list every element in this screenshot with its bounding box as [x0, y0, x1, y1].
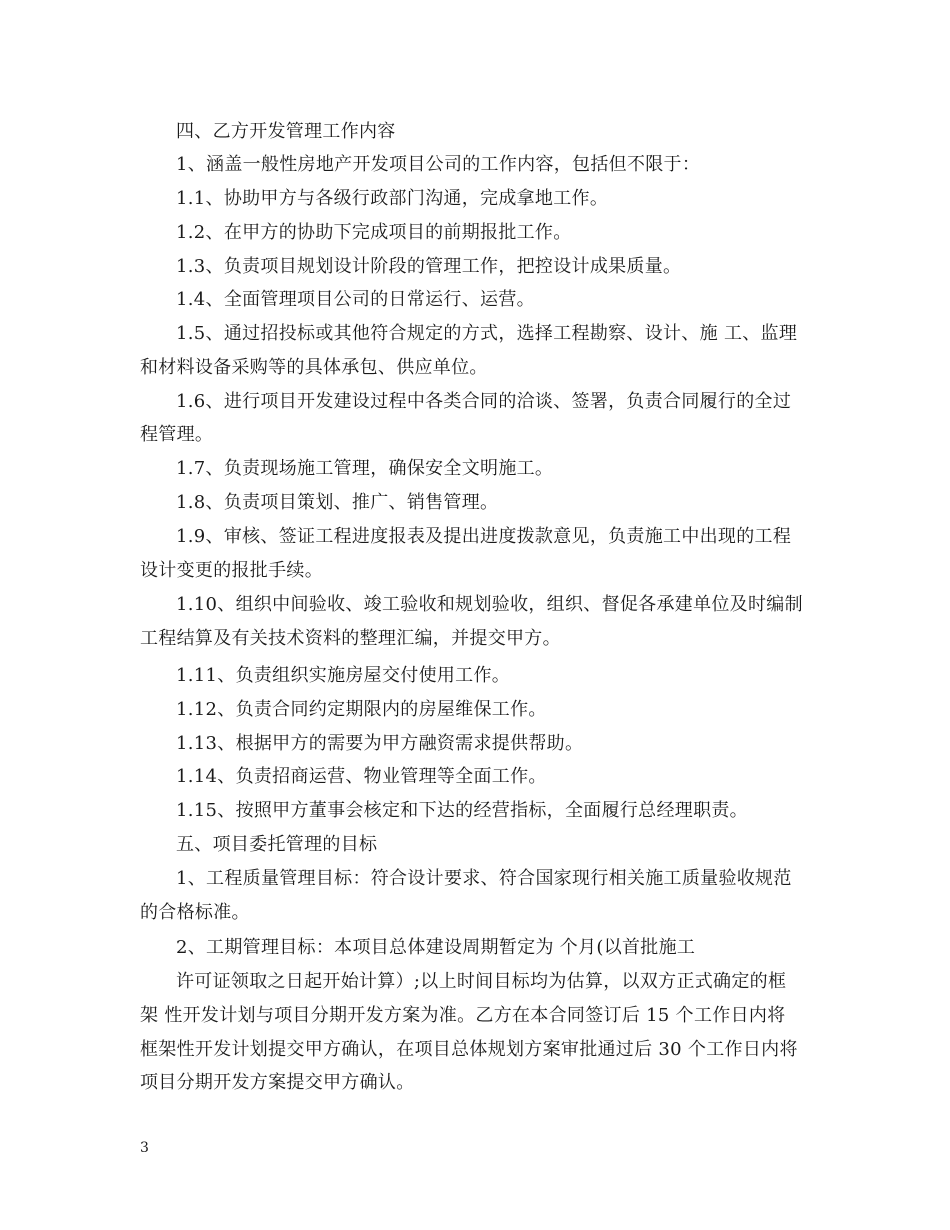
- paragraph-line: 1、工程质量管理目标：符合设计要求、符合国家现行相关施工质量验收规范: [176, 868, 792, 889]
- paragraph-line: 框架性开发计划提交甲方确认，在项目总体规划方案审批通过后 30 个工作日内将: [140, 1039, 798, 1060]
- section-heading: 五、项目委托管理的目标: [176, 834, 378, 855]
- paragraph-line: 程管理。: [140, 424, 214, 445]
- paragraph-line: 1.6、进行项目开发建设过程中各类合同的洽谈、签署，负责合同履行的全过: [176, 391, 792, 412]
- paragraph-line: 1.8、负责项目策划、推广、销售管理。: [176, 492, 499, 513]
- paragraph-line: 1.4、全面管理项目公司的日常运行、运营。: [176, 289, 535, 310]
- paragraph-line: 1.9、审核、签证工程进度报表及提出进度拨款意见，负责施工中出现的工程: [176, 526, 792, 547]
- paragraph-line: 1.14、负责招商运营、物业管理等全面工作。: [176, 766, 547, 787]
- section-heading: 四、乙方开发管理工作内容: [176, 121, 396, 142]
- paragraph-line: 1、涵盖一般性房地产开发项目公司的工作内容，包括但不限于：: [176, 154, 701, 175]
- paragraph-line: 1.5、通过招投标或其他符合规定的方式，选择工程勘察、设计、施 工、监理: [176, 323, 798, 344]
- paragraph-line: 1.1、协助甲方与各级行政部门沟通，完成拿地工作。: [176, 188, 609, 209]
- paragraph-line: 许可证领取之日起开始计算）;以上时间目标均为估算，以双方正式确定的框: [176, 971, 787, 992]
- paragraph-line: 1.11、负责组织实施房屋交付使用工作。: [176, 665, 511, 686]
- paragraph-line: 1.15、按照甲方董事会核定和下达的经营指标，全面履行总经理职责。: [176, 800, 748, 821]
- paragraph-line: 工程结算及有关技术资料的整理汇编，并提交甲方。: [140, 628, 561, 649]
- paragraph-line: 和材料设备采购等的具体承包、供应单位。: [140, 357, 488, 378]
- paragraph-line: 1.10、组织中间验收、竣工验收和规划验收，组织、督促各承建单位及时编制: [176, 594, 803, 615]
- page-number: 3: [140, 1140, 149, 1156]
- paragraph-line: 架 性开发计划与项目分期开发方案为准。乙方在本合同签订后 15 个工作日内将: [140, 1005, 786, 1026]
- paragraph-line: 项目分期开发方案提交甲方确认。: [140, 1072, 415, 1093]
- paragraph-line: 1.2、在甲方的协助下完成项目的前期报批工作。: [176, 222, 572, 243]
- paragraph-line: 1.7、负责现场施工管理，确保安全文明施工。: [176, 458, 554, 479]
- paragraph-line: 2、工期管理目标：本项目总体建设周期暂定为 个月(以首批施工: [176, 937, 696, 958]
- paragraph-line: 1.12、负责合同约定期限内的房屋维保工作。: [176, 699, 547, 720]
- paragraph-line: 设计变更的报批手续。: [140, 560, 323, 581]
- paragraph-line: 1.3、负责项目规划设计阶段的管理工作，把控设计成果质量。: [176, 256, 682, 277]
- paragraph-line: 的合格标准。: [140, 902, 250, 923]
- paragraph-line: 1.13、根据甲方的需要为甲方融资需求提供帮助。: [176, 733, 584, 754]
